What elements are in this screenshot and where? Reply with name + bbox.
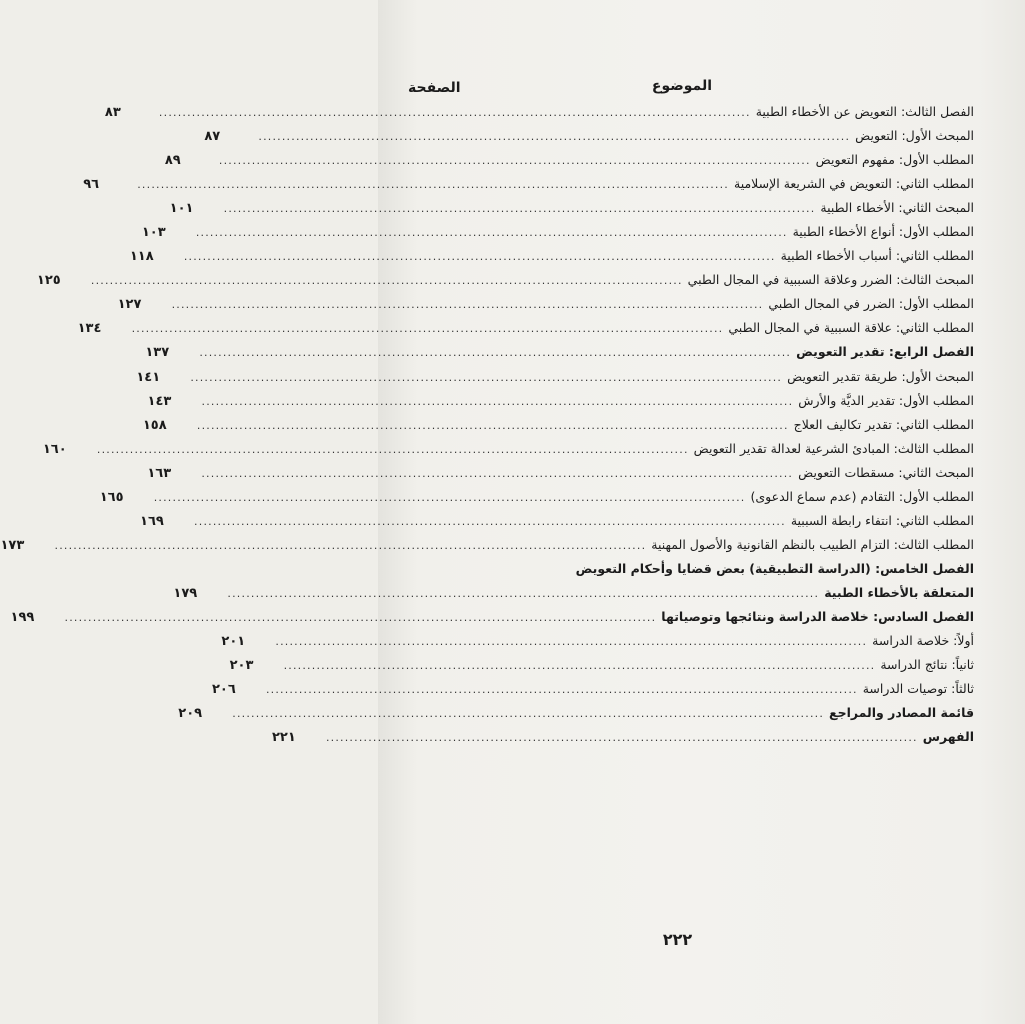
page-number: ٢٢٢ (662, 930, 693, 949)
toc-entry-title: المطلب الثالث: التزام الطبيب بالنظم القانونية والأصول المهنية (651, 536, 974, 552)
toc-entry-page: ١٦٩ (140, 513, 164, 529)
toc-entry (42, 440, 974, 465)
toc-entry-title: المبحث الأول: طريقة تقدير التعويض (787, 368, 974, 384)
leader-dots: .............................................................................................................................. (194, 514, 786, 528)
toc-entry (140, 512, 974, 537)
leader-dots: .............................................................................................................................. (158, 106, 751, 119)
toc-entry (77, 320, 974, 344)
leader-dots: .............................................................................................................................. (153, 490, 746, 504)
toc-entry-page: ٩٦ (83, 177, 100, 193)
toc-entry-title: المطلب الثاني: التعويض في الشريعة الإسلامية (734, 176, 974, 192)
leader-dots: .............................................................................................................................. (223, 202, 816, 216)
toc-entry-page: ١٧٣ (0, 537, 25, 553)
toc-entry-title: المطلب الثاني: تقدير تكاليف العلاج (793, 416, 974, 432)
toc-entry-page: ٨٩ (164, 153, 181, 169)
leader-dots: .............................................................................................................................. (183, 250, 776, 264)
toc-entry-title: المطلب الأول: أنواع الأخطاء الطبية (792, 224, 974, 240)
toc-entry-title: ثانياً: نتائج الدراسة (880, 657, 974, 673)
leader-dots: .............................................................................................................................. (90, 274, 683, 288)
leader-dots: .............................................................................................................................. (275, 635, 868, 649)
toc-entry-title: الفصل الخامس: (الدراسة التطبيقية) بعض قضايا وأحكام التعويض (575, 560, 974, 576)
leader-dots: .............................................................................................................................. (201, 394, 794, 408)
toc-entry-page: ١٢٥ (36, 273, 61, 289)
toc-entry-page: ١٠١ (169, 201, 194, 217)
toc-entry-title: المبحث الثالث: الضرر وعلاقة السببية في المجال الطبي (687, 272, 974, 288)
toc-entry (36, 272, 974, 296)
toc-entry-page: ٢٢١ (271, 730, 296, 746)
toc-entry (147, 392, 974, 417)
toc-entry (129, 248, 974, 272)
toc-entry (164, 152, 974, 176)
toc-entry (10, 608, 974, 633)
table-of-contents (0, 104, 974, 753)
toc-entry-page: ٢٠١ (221, 634, 246, 650)
toc-entry (408, 561, 974, 585)
toc-entry-page: ١٤١ (136, 369, 161, 385)
toc-entry-title: المطلب الأول: تقدير الديَّة والأرش (798, 392, 974, 408)
toc-entry-page: ٨٧ (204, 129, 221, 145)
leader-dots: .............................................................................................................................. (171, 298, 764, 312)
toc-entry (145, 344, 974, 368)
toc-entry (147, 464, 974, 489)
toc-entry-title: أولاً: خلاصة الدراسة (872, 633, 974, 649)
toc-entry-page: ١٧٩ (173, 585, 198, 601)
toc-entry (142, 416, 974, 441)
toc-entry-page: ١٥٨ (142, 417, 167, 433)
toc-entry (211, 681, 974, 705)
toc-entry (104, 104, 974, 128)
leader-dots: .............................................................................................................................. (218, 154, 811, 168)
toc-entry (99, 488, 974, 513)
toc-entry (173, 584, 974, 609)
toc-entry-page: ١٣٤ (77, 321, 102, 337)
toc-entry-page: ٢٠٦ (211, 682, 236, 698)
toc-entry-page: ١٢٧ (117, 297, 142, 313)
leader-dots: .............................................................................................................................. (137, 178, 730, 192)
leader-dots: .............................................................................................................................. (96, 442, 689, 456)
toc-entry (229, 657, 974, 681)
toc-entry-title: المطلب الأول: الضرر في المجال الطبي (768, 296, 974, 312)
toc-entry-title: الفصل الرابع: تقدير التعويض (796, 344, 974, 360)
toc-entry-title: قائمة المصادر والمراجع (829, 705, 974, 721)
toc-entry-page: ١٦٠ (42, 441, 67, 457)
leader-dots: .............................................................................................................................. (131, 322, 724, 336)
leader-dots: .............................................................................................................................. (325, 731, 918, 745)
toc-entry-title: المطلب الأول: التقادم (عدم سماع الدعوى) (750, 488, 974, 504)
leader-dots: .............................................................................................................................. (199, 346, 792, 360)
toc-entry (136, 368, 974, 393)
toc-entry (169, 200, 974, 224)
toc-entry-title: الفصل السادس: خلاصة الدراسة ونتائجها وتوصياتها (661, 608, 974, 624)
toc-entry-title: المطلب الثاني: انتفاء رابطة السببية (790, 512, 974, 528)
toc-entry-title: المطلب الثاني: علاقة السببية في المجال الطبي (728, 320, 974, 336)
toc-entry (221, 633, 974, 657)
toc-entry-title: الفصل الثالث: التعويض عن الأخطاء الطبية (755, 104, 974, 119)
leader-dots: .............................................................................................................................. (190, 370, 783, 384)
toc-entry (141, 224, 974, 248)
toc-entry-title: المطلب الأول: مفهوم التعويض (815, 152, 974, 168)
toc-entry (0, 536, 974, 561)
toc-entry-page: ٢٠٣ (229, 658, 254, 674)
toc-entry-page: ١١٨ (129, 249, 154, 265)
toc-entry-title: المبحث الثاني: مسقطات التعويض (798, 464, 974, 480)
toc-entry-title: المبحث الأول: التعويض (855, 128, 974, 144)
leader-dots: .............................................................................................................................. (232, 707, 825, 721)
leader-dots: .............................................................................................................................. (64, 610, 657, 624)
leader-dots: .............................................................................................................................. (196, 418, 789, 432)
toc-header (408, 74, 974, 98)
toc-entry-title: المطلب الثاني: أسباب الأخطاء الطبية (780, 248, 974, 264)
page-column-heading: الصفحة (408, 80, 461, 96)
toc-entry-page: ١٣٧ (145, 345, 170, 361)
topic-column-heading: الموضوع (651, 78, 712, 94)
toc-entry-page: ١٩٩ (10, 609, 35, 625)
toc-entry-page: ١٤٣ (147, 393, 172, 409)
toc-entry-title: المبحث الثاني: الأخطاء الطبية (820, 200, 974, 216)
toc-entry (271, 729, 974, 753)
toc-entry-page: ١٦٣ (147, 465, 172, 481)
toc-entry (117, 296, 974, 320)
leader-dots: .............................................................................................................................. (258, 130, 851, 144)
toc-entry-page: ١٦٥ (99, 489, 124, 505)
toc-entry (83, 176, 974, 200)
toc-entry-title: ثالثاً: توصيات الدراسة (862, 681, 974, 697)
leader-dots: .............................................................................................................................. (227, 586, 820, 600)
toc-entry-page: ٨٣ (104, 105, 121, 120)
toc-entry (204, 128, 974, 152)
leader-dots: .............................................................................................................................. (265, 683, 858, 697)
leader-dots: .............................................................................................................................. (283, 659, 876, 673)
toc-entry-page: ١٠٣ (141, 225, 166, 241)
toc-entry-title: المطلب الثالث: المبادئ الشرعية لعدالة تقدير التعويض (693, 440, 974, 456)
leader-dots: .............................................................................................................................. (54, 538, 647, 552)
toc-entry-title: الفهرس (922, 729, 974, 745)
leader-dots: .............................................................................................................................. (201, 466, 794, 480)
leader-dots: .............................................................................................................................. (195, 226, 788, 240)
toc-entry-title: المتعلقة بالأخطاء الطبية (824, 584, 974, 600)
toc-entry (178, 705, 974, 729)
toc-entry-page: ٢٠٩ (178, 706, 203, 722)
